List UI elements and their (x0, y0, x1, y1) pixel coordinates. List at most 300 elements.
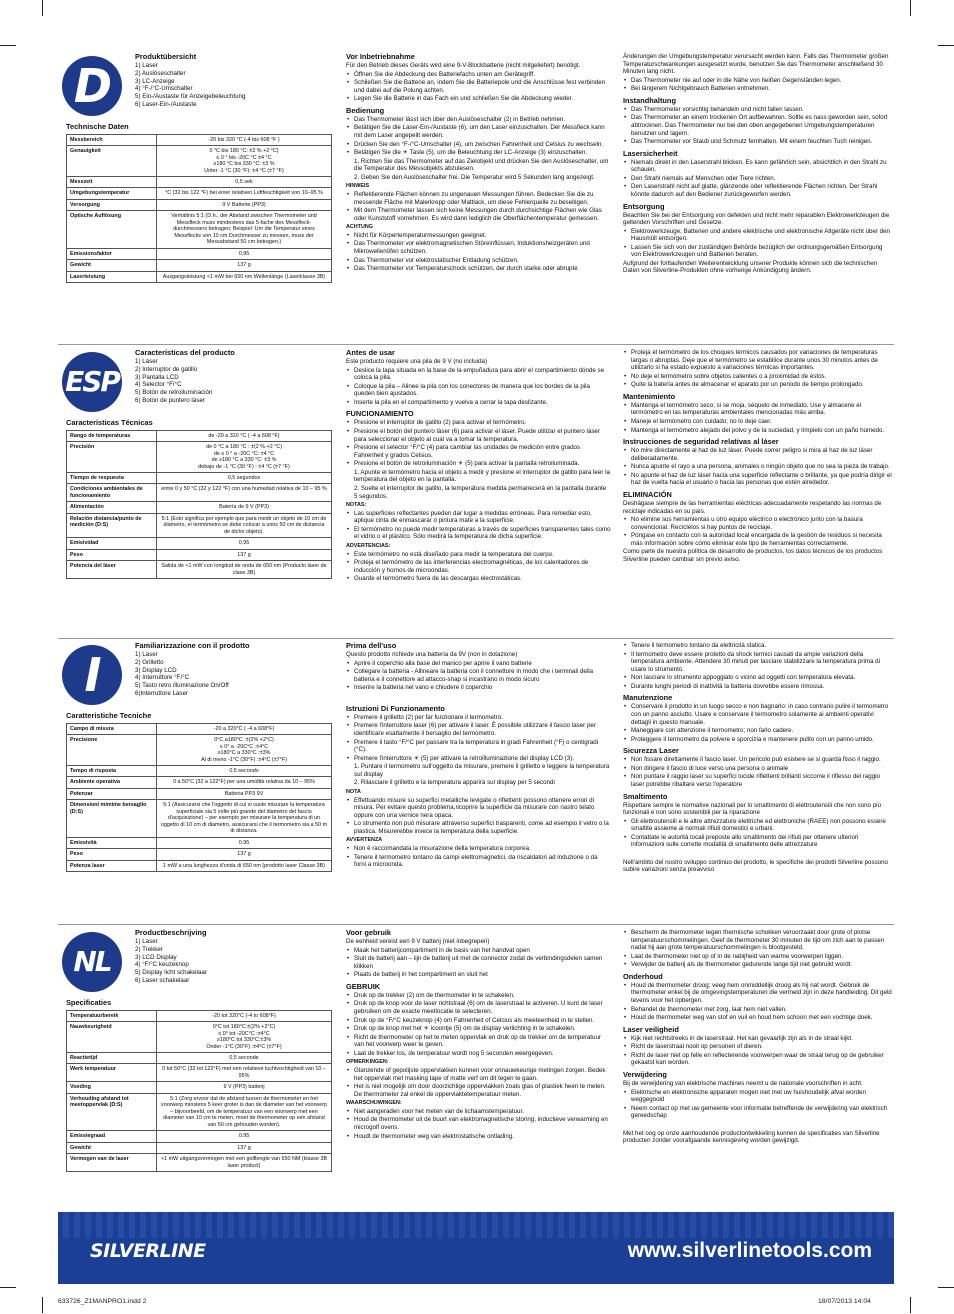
bullet-item: • No mire directamente al haz de luz láser. Puede correr peligro si mira al haz de luz láser deliberadamente. (623, 447, 893, 462)
spec-table (66, 134, 332, 284)
spec-row (67, 513, 332, 537)
spec-row (67, 837, 332, 848)
bullet-item: • Houd de thermometer weg van stof en vuil en houd hem schoon met een vochtige doek. (623, 1014, 893, 1022)
bullet-item: • Houd de thermometer uit de buurt van elektromagnetische storing, inductieve verwarming en microgolf ovens. (346, 1116, 611, 1131)
spec-value (157, 442, 332, 473)
spec-label: Reactietijd (67, 1052, 157, 1063)
spec-value-line: <1 mW uitgangsvermogen met een golflengte van 650 NM (klasse 3B laser product) (160, 1156, 328, 1169)
spec-value-line: 5:1 (Esto significa por ejemplo que para medir un objeto de 10 cm de diámetro, el termómetro se debe colocar a unos 50 cm de distancia de dicho objeto). (161, 515, 327, 535)
spec-value (157, 484, 332, 502)
spec-value (157, 1010, 332, 1021)
safety-column (623, 928, 893, 1146)
instructions-column (346, 641, 611, 870)
spec-label: Temperatuurbereik (67, 1010, 157, 1021)
spec-value-line: debajo de -1 °C (30 °F) : ±4 °C (±7 °F) (198, 463, 290, 470)
parts-list-item: 3) Display LCD (135, 666, 177, 674)
spec-table-title: Caratteristiche Tecniche (66, 710, 152, 720)
spec-value-line: ≤ 0 ° bis -20C °C ±4 °C (216, 154, 272, 161)
paragraph: Änderungen der Umgebungstemperatur verursacht werden kann. Falls das Thermometer großen Temperaturschwankungen ausgesetzt wurde, benutzen Sie das Thermometer anschließend 30 Minuten lang nicht. (623, 53, 889, 76)
spec-label: Ambiente operativa (67, 777, 157, 788)
spec-label: Emisividad (67, 538, 157, 549)
section-heading: Istruzioni Di Funzionamento (346, 703, 445, 713)
subheading: OPMERKINGEN: (346, 1059, 389, 1066)
parts-list-item: 2) Trekker (135, 945, 163, 953)
spec-label: Messzeit (67, 176, 157, 187)
section-heading: Instrucciones de seguridad relativas al láser (623, 437, 779, 447)
spec-label: Emissività (67, 837, 157, 848)
bullet-item: • Lo strumento non può misurare attraverso superfici trasparenti, come ad esempio il vetro o la plastica. Misurerebbe invece la temperatura della superficie. (346, 820, 611, 835)
bullet-item: • No deje el termómetro sobre objetos calientes o a proximidad de éstos. (623, 373, 893, 381)
spec-row (67, 1131, 332, 1142)
spec-label: Potencia del láser (67, 561, 157, 579)
spec-value (157, 1022, 332, 1053)
section-heading: Lasersicherheit (623, 148, 678, 158)
spec-label: Umgebungstemperatur (67, 188, 157, 199)
spec-value (157, 1064, 332, 1082)
bullet-item: • Glanzende of gepolijste oppervlakken kunnen voor onnauwkeurige metingen zorgen. Bedek het oppervlak met masking tape of matte verf om dit tegen te gaan. (346, 1067, 611, 1082)
spec-row (67, 549, 332, 560)
parts-list-item: 3) Pantalla LCD (135, 373, 179, 381)
spec-row (67, 788, 332, 799)
spec-row (67, 1093, 332, 1130)
safety-column (623, 641, 893, 875)
bullet-item: • Póngase en contacto con la autoridad local encargada de la gestión de residuos si necesita más información sobre cómo eliminar este tipo de herramientas correctamente. (623, 532, 893, 547)
spec-value-line: de -20 a 320 °C ( -4 a 608 °F) (208, 432, 280, 439)
spec-value-line: 0.5 secondo (229, 767, 259, 774)
file-slug: 633726_Z1MANPRO1.indd 2 (58, 1298, 147, 1305)
spec-row (67, 1010, 332, 1021)
spec-label: Gewicht (67, 1142, 157, 1153)
crop-mark (938, 1287, 954, 1288)
bullet-item: • Laat de trekker los, de temperatuur wordt nog 5 seconden weergegeven. (346, 1050, 611, 1058)
spec-label: Potenzar (67, 788, 157, 799)
spec-label: Precisione (67, 735, 157, 766)
bullet-item: • El termómetro no puede medir temperaturas a través de superficies transparentes tales como el vidrio o el plástico. Sólo medirá la temperatura de dicha superficie. (346, 526, 611, 541)
bullet-item: • Betätigen Sie die Laser-Ein-/Austaste (6), um den Laser einzuschalten. Der Messfleck kann mit dem Laser angepeilt werden. (346, 124, 611, 139)
subheading: WAARSCHUWINGEN: (346, 1100, 402, 1107)
spec-value (157, 1082, 332, 1093)
bullet-item: • Aprire il coperchio alla base del manico per aprire il vano batterie (346, 660, 611, 668)
spec-value-line: 0,95 (238, 540, 250, 547)
paragraph: Beachten Sie bei der Entsorgung von defekten und nicht mehr reparablen Elektrowerkzeugen die geltenden Vorschriften und Gesetze. (623, 211, 890, 227)
spec-value-line: 0,5 seconde (229, 1054, 259, 1061)
bullet-item: • Premere il grilletto (2) per far funzionare il termometro. (346, 714, 611, 722)
subheading: HINWEIS (346, 183, 370, 190)
crop-mark (0, 45, 16, 46)
section-heading: ELIMINACIÓN (623, 489, 672, 499)
spec-value (157, 1131, 332, 1142)
crop-mark (0, 1287, 16, 1288)
parts-list-item: 4) °F/°C keuzeknop (135, 961, 189, 969)
parts-list-item: 5) Ein-/Austaste für Anzeigebeleuchtung (135, 93, 246, 101)
bullet-item: • Contattate le autorità locali preposte allo smaltimento dei rifiuti per ottenere ulteriori informazioni sulle corrette modalità di smaltimento delle attrezzature (623, 834, 893, 849)
footer-banner (58, 1212, 894, 1284)
bullet-item: • Premere il tasto °F/°C per passare tra la temperatura in gradi Fahrenheit (°F) o centigradi (°C). (346, 739, 611, 754)
silverline-logo: SILVERLINE (90, 1240, 206, 1262)
parts-list (135, 62, 332, 109)
bullet-item: • Presione el botón de retroiluminación ☀ (5) para activar la pantalla retroiluminada. (346, 460, 611, 468)
spec-label: Werk temperatuur (67, 1064, 157, 1082)
spec-value-line: ≤ 0° a -20C°C :±4°C (219, 743, 269, 750)
bullet-item: • Schließen Sie die Batterie an, indem Sie die Batteriepole und die Anschlüsse fest verbinden und dabei auf die Polung achten. (346, 79, 611, 94)
spec-value-line: 0.95 (238, 839, 250, 846)
spec-value (157, 271, 332, 282)
overview-column (66, 348, 332, 579)
paragraph: Este producto requiere una pila de 9 V (no incluida) (346, 358, 488, 366)
spec-value (157, 211, 332, 248)
bullet-item: • Öffnen Sie die Abdeckung des Batteriefachs unten am Gerätegriff. (346, 71, 611, 79)
spec-label: Campo di misura (67, 723, 157, 734)
numbered-step: 1. Apunte el termómetro hacia el objeto a medir y presione el interruptor de gatillo para leer la temperatura del objeto en la pantalla. (354, 468, 610, 484)
parts-list-item: 6) Botón de puntero láser (135, 396, 205, 404)
spec-value (157, 735, 332, 766)
section-heading: Sicurezza Laser (623, 746, 679, 756)
spec-value-line: 9 V Batterie (PP3) (222, 201, 266, 208)
bullet-item: • Effettuando misure su superfici metalliche levigate o riflettenti possono ottenere errori di misura. Per evitare questo problema,ricoprire la superficie da misurare con nastro telato oppure con una vernice nera opaca. (346, 797, 611, 820)
bullet-item: • Premere l'interruttore ☀ (5) per attivare la retroilluminazione del display LCD (3). (346, 755, 611, 763)
spec-label: Condiciones ambientales de funcionamiento (67, 484, 157, 502)
spec-label: Emissionsfaktor (67, 248, 157, 259)
spec-value-line: de 0 °C a 180 °C : ±(2 % +2 °C) (205, 444, 283, 451)
spec-table (66, 430, 332, 580)
section-heading: GEBRUIK (346, 981, 381, 991)
product-overview (135, 928, 332, 985)
bullet-item: • Druk op de knop met het ☀ icoontje (5) om de display verlichting in te schakelen. (346, 1025, 611, 1033)
spec-value (157, 1052, 332, 1063)
parts-list-item: 1) Láser (135, 358, 158, 366)
spec-value (157, 260, 332, 271)
spec-value-line: 137 g (237, 1144, 251, 1151)
spec-value-line: °C (32 bis 122 °F) bei einer relativen Luftfeuchtigkeit von 10–95 % (165, 190, 323, 197)
paragraph: Deshágase siempre de las herramientas eléctricas adecuadamente respetando las normas de reciclaje indicadas en su país. (623, 499, 882, 515)
bullet-item: • No apunte el haz de luz láser hacia una superficie reflectante o brillante, ya que podría dirigir el haz de vuelta hacia el usuario o hacia las personas que estén alrededor. (623, 472, 893, 487)
spec-value-line: Batteria PP3 9V (224, 790, 264, 797)
spec-value-line: entre 0 y 50 °C (32 y 122 °F) con una humedad relativa de 10 – 95 % (161, 486, 327, 493)
spec-value-line: 137 g (237, 551, 251, 558)
spec-value-line: Salida de <1 mW con longitud de onda de 650 nm (Producto láser de clase 3B) (161, 563, 327, 576)
spec-label: Optische Auflösung (67, 211, 157, 248)
bullet-item: • Tenere il termometro lontano da elettricità statica. (623, 642, 893, 650)
bullet-item: • Richt de laser niet op felle en reflecterende voorwerpen waar de straal terug op de gebruiker gekaatst kan worden. (623, 1052, 893, 1067)
spec-value (157, 800, 332, 837)
bullet-item: • Collegare la batteria - Allineare la batteria con il connettore in modo che i terminali della batteria e il connettore ad attacco-snap si incastrano in modo sicuro (346, 668, 611, 683)
bullet-item: • Este termómetro no está diseñado para medir la temperatura del cuerpo. (346, 551, 611, 559)
bullet-item: • Non fissare direttamente il fascio laser. Un pericolo può esistere se si guarda fisso il raggio. (623, 756, 893, 764)
spec-value (157, 513, 332, 537)
spec-label: Versorgung (67, 199, 157, 210)
bullet-item: • Elektrowerkzeuge, Batterien und andere elektrische und elektronische Altgeräte nicht über den Hausmüll entsorgen. (623, 228, 893, 243)
parts-list (135, 358, 332, 405)
spec-label: Potenza laser (67, 860, 157, 871)
website-url[interactable]: www.silverlinetools.com (627, 1239, 872, 1262)
spec-value-line: ≥180°C tot 330°C:±3% (216, 1037, 272, 1044)
spec-row (67, 765, 332, 776)
bullet-item: • Non è raccomandata la misurazione della temperatura corporea. (346, 845, 611, 853)
section-dutch (58, 928, 894, 1208)
spec-label: Peso (67, 549, 157, 560)
bullet-item: • Non dirigere il fascio di luce verso una persona o animale (623, 765, 893, 773)
spec-row (67, 176, 332, 187)
spec-row (67, 860, 332, 871)
spec-value (157, 199, 332, 210)
bullet-item: • Las superficies reflectantes pueden dar lugar a medidas erróneas. Para remediar esto, aplique cinta de enmascarar o pintura mate a la superficie. (346, 510, 611, 525)
spec-table (66, 1010, 332, 1173)
numbered-step: 2. Suelte el interruptor de gatillo, la temperatura medida permanecerá en la pantalla durante 5 segundos. (354, 484, 607, 500)
parts-list-item: 6)Interruttore Laser (135, 689, 188, 697)
bullet-item: • Plaats de batterij in het compartiment en sluit het (346, 971, 611, 979)
section-heading: Prima dell'uso (346, 641, 397, 650)
parts-list-item: 6) Laser-Ein-/Austaste (135, 100, 197, 108)
numbered-step: 1. Richten Sie das Thermometer auf das Zielobjekt und drücken Sie den Auslöseschalter, um die Temperatur des Messobjekts abzulesen. (354, 157, 609, 173)
bullet-item: • Druk op de knop voor de laser richtstraal (6) om de laserstraal te activeren. U kunt de laser gebruiken om de exacte meetlocatie te selecteren. (346, 1000, 611, 1015)
parts-list-item: 6) Laser schakelaar (135, 976, 190, 984)
numbered-step: 2. Rilasciare il grilletto e la temperatura apparirà sul display per 5 secondi (354, 779, 555, 787)
section-heading: Laser veiligheid (623, 1024, 679, 1034)
spec-value (157, 248, 332, 259)
safety-column (623, 348, 893, 564)
spec-row (67, 188, 332, 199)
footer-stripe-pattern (58, 1212, 894, 1238)
section-spanish (58, 348, 894, 634)
spec-row (67, 538, 332, 549)
overview-title: Productbeschrijving (135, 928, 207, 937)
spec-value-line: 137 g (237, 262, 251, 269)
spec-label: Gewicht (67, 260, 157, 271)
spec-table-title: Technische Daten (66, 121, 129, 131)
spec-label: Tiempo de respuesta (67, 472, 157, 483)
paragraph: Bij de verwijdering van elektrische machines neemt u de nationale voorschriften in acht. (623, 1079, 863, 1087)
spec-row (67, 777, 332, 788)
bullet-item: • Kijk niet rechtstreeks in de laserstraal. Het kan gevaarlijk zijn als in de straal kijkt. (623, 1035, 893, 1043)
overview-column (66, 641, 332, 872)
subheading: ACHTUNG (346, 224, 373, 231)
spec-label: Nauwkeurigheid (67, 1022, 157, 1053)
spec-value (157, 1154, 332, 1172)
section-heading: Onderhoud (623, 971, 663, 981)
spec-row (67, 260, 332, 271)
bullet-item: • Durante lunghi periodi di inattività la batteria dovrebbe essere rimossa. (623, 683, 893, 691)
parts-list (135, 938, 332, 985)
bullet-item: • No elimine sus herramientas u otro equipo eléctrico o electrónico junto con la basura convencional. Recíclelos si hay puntos de reciclaje. (623, 516, 893, 531)
bullet-item: • Drücken Sie den °F-/°C-Umschalter (4), um zwischen Fahrenheit und Celsius zu wechseln. (346, 141, 611, 149)
bullet-item: • Maak het batterijcompartiment in de basis van het handvat open (346, 947, 611, 955)
bullet-item: • Das Thermometer an einem trockenen Ort aufbewahren. Sollte es nass geworden sein, sofort abtrocknen. Das Thermometer nur bei den oben angegebenen Umgebungstemperaturen benutzen und lagern. (623, 114, 893, 137)
spec-value-line: 137 g (237, 851, 251, 858)
section-heading: Antes de usar (346, 348, 395, 357)
instructions-column (346, 52, 611, 274)
bullet-item: • Houd de thermometer droog; veeg hem onmiddellijk droog als hij nat wordt. Gebruik de thermometer enkel bij de omgevingstemperaturen die vermeld zijn in deze handleiding. Dit geld tevens voor het opbergen. (623, 982, 893, 1005)
product-overview (135, 52, 332, 109)
spec-row (67, 800, 332, 837)
bullet-item: • Neem contact op met uw gemeente voor informatie betreffende de verwijdering van elektrisch gereedschap (623, 1105, 893, 1120)
parts-list-item: 1) Laser (135, 62, 158, 70)
bullet-item: • Gli elettroutensili e le altre attrezzature elettriche ed elettroniche (RAEE) non possono essere smaltite assieme ai normali rifiuti domestici e urbani. (623, 818, 893, 833)
spec-label: Laserleistung (67, 271, 157, 282)
bullet-item: • Das Thermometer vor elektromagnetischen Störeinflüssen, Induktionsheizgeräten und Mikrowellenöfen schützen. (346, 240, 611, 255)
spec-label: Voeding (67, 1082, 157, 1093)
section-heading: Vor Inbetriebnahme (346, 52, 415, 61)
bullet-item: • Bei längerem Nichtgebrauch Batterien entnehmen. (623, 85, 893, 93)
bullet-item: • Elektrische en elektronische apparaten mogen niet met uw huishoudelijk afval worden weggegooid (623, 1089, 893, 1104)
bullet-item: • Proteja el termómetro de los choques térmicos causados por variaciones de temperaturas largas o abruptas. Deje que el termómetro se estabilice durante unos 30 minutos antes de utilizarlo si ha estado expuesto a variaciones térmicas importantes. (623, 349, 893, 372)
section-heading: Voor gebruik (346, 928, 392, 937)
overview-column (66, 928, 332, 1172)
section-heading: Bedienung (346, 105, 385, 115)
bullet-item: • Maneggiare con attenzione il termometro; non farlo cadere. (623, 727, 893, 735)
overview-title: Características del producto (135, 348, 235, 357)
spec-value (157, 549, 332, 560)
bullet-item: • Het is niet mogelijk om door doorzichtige oppervlakken zoals glas of plastiek heen te meten. De thermometer zal enkel de oppervlaktetemperatuur meten. (346, 1083, 611, 1098)
subheading: ADVERTENCIAS: (346, 542, 391, 549)
spec-row (67, 1154, 332, 1172)
spec-value (157, 134, 332, 145)
crop-mark (910, 0, 911, 16)
bullet-item: • Niet aangeraden voor het meten van de lichaamstemperatuur. (346, 1108, 611, 1116)
spec-value-line: 9 V (PP3) batterij (223, 1084, 265, 1091)
spec-value-line: 0 tot 50°C (32 tot 122°F) met een relatieve luchtvochtigheid van 10 – 95% (162, 1066, 326, 1079)
spec-row (67, 472, 332, 483)
spec-value (157, 472, 332, 483)
spec-value-line: 0.95 (238, 1133, 250, 1140)
paragraph: Nell'ambito del nostro sviluppo continuo del prodotto, le specifiche dei prodotti Silverline possono subire variazioni senza preavviso (623, 858, 888, 874)
parts-list-item: 4) Selector °F/°C (135, 381, 182, 389)
spec-row (67, 561, 332, 579)
bullet-item: • Niemals direkt in den Laserstrahl blicken. Es kann gefährlich sein, absichtlich in den Strahl zu schauen. (623, 159, 893, 174)
paragraph: De eenheid vereist een 9 V batterij (niet inbegrepen) (346, 938, 490, 946)
product-overview (135, 641, 332, 698)
spec-label: Precisión (67, 442, 157, 473)
spec-table-title: Specificaties (66, 997, 112, 1007)
spec-row (67, 849, 332, 860)
spacer (623, 850, 893, 858)
spec-value (157, 849, 332, 860)
spec-value-line: 0,95 (238, 250, 250, 257)
bullet-item: • Das Thermometer vor Temperaturschock schützen, der durch starke oder abrupte (346, 265, 611, 273)
parts-list-item: 3) LC-Anzeige (135, 77, 175, 85)
bullet-item: • Mantenga el termómetro alejado del polvo y de la suciedad, y límpielo con un paño húmedo. (623, 427, 893, 435)
bullet-item: • Guarde el termómetro fuera de las descargas electrostáticas. (346, 575, 611, 583)
spec-row (67, 1064, 332, 1082)
spec-row (67, 502, 332, 513)
parts-list-item: 5) Display licht schakelaar (135, 969, 207, 977)
spec-row (67, 146, 332, 177)
spec-value (157, 788, 332, 799)
spec-value-line: Batería de 9 V (PP3) (219, 504, 269, 511)
parts-list-item: 5) Tasto retro illuminazione On/Off (135, 682, 229, 690)
bullet-item: • Den Laserstrahl nicht auf glatte, glänzende oder reflektierende Flächen richten. Der Strahl könnte dadurch auf den Bediener zurückgeworfen werden. (623, 183, 893, 198)
bullet-item: • Maneje el termómetro con cuidado; no lo deje caer. (623, 418, 893, 426)
spec-value (157, 561, 332, 579)
spec-row (67, 199, 332, 210)
section-divider (58, 638, 894, 639)
paragraph: Rispettare sempre le normative nazionali per lo smaltimento di elettroutensili che non sono più funzionali e non sono sostenibili per la riparazione (623, 801, 881, 817)
bullet-item: • Non puntare il raggio laser su superfici lucide riflettenti brillanti siccome il riflesso del raggio laser potrebbe ribaltare verso l'operatore (623, 773, 893, 788)
spec-row (67, 442, 332, 473)
spec-value-line: 0 a 50°C (32 a 122°F) per una umidità relativa da 10 – 95% (173, 779, 315, 786)
spec-value-line: -20 tot 320°C (-4 to 608°F) (212, 1012, 276, 1019)
spec-row (67, 484, 332, 502)
spec-value (157, 538, 332, 549)
instructions-column (346, 348, 611, 584)
crop-mark (910, 1297, 911, 1313)
instructions-column (346, 928, 611, 1141)
parts-list-item: 1) Laser (135, 938, 158, 946)
parts-list-item: 2) Auslöseschalter (135, 69, 186, 77)
spec-value (157, 837, 332, 848)
parts-list-item: 4) °F-/°C-Umschalter (135, 85, 193, 93)
spec-value-line: 0 °C bis 180 °C: ±2 % +2 °C) (209, 148, 279, 155)
section-heading: Smaltimento (623, 791, 668, 801)
spec-label: Relación distancia/punto de medición (D:S) (67, 513, 157, 537)
spec-value-line: 0,5 segundos (227, 474, 261, 481)
parts-list (135, 651, 332, 698)
bullet-item: • Mantenga el termómetro seco; si se moja, séquelo de inmediato. Use y almacene el termómetro en las temperaturas ambientales mencionadas más arriba. (623, 402, 893, 417)
bullet-item: • Reflektierende Flächen können zu ungenauen Messungen führen. Bedecken Sie die zu messende Fläche mit Malerkrepp oder Mattlack, um diese Fehlerquelle zu beseitigen. (346, 191, 611, 206)
numbered-step: 2. Geben Sie den Auslöseschalter frei. Die Temperatur wird 5 Sekunden lang angezeigt. (354, 173, 595, 181)
bullet-item: • Das Thermometer vor elektrostatischer Entladung schützen. (346, 257, 611, 265)
language-badge: I (62, 645, 122, 705)
spec-value (157, 188, 332, 199)
subheading: NOTA (346, 788, 361, 795)
crop-mark (938, 45, 954, 46)
bullet-item: • Mit dem Thermometer lassen sich keine Messungen durch durchsichtige Flächen wie Glas oder Kunststoff vornehmen. Es wird dann lediglich die Oberflächentemperatur gemessen. (346, 207, 611, 222)
parts-list-item: 4) Interruttore °F/°C (135, 674, 190, 682)
spec-value (157, 860, 332, 871)
spec-value (157, 430, 332, 441)
paragraph: Met het oog op onze aanhoudende productontwikkeling kunnen de specificaties van Silverline producten zonder voorafgaande kennisgeving worden gewijzigd. (623, 1129, 880, 1145)
spec-value-line: -20 a 320°C ( -4 a 608°F) (213, 725, 275, 732)
bullet-item: • Premere l'interruttore laser (6) per attivare il laser. È possibile utilizzare il fascio laser per identificare esattamente il bersaglio del termometro. (346, 722, 611, 737)
paragraph: Für den Betrieb dieses Geräts wird eine 9-V-Blockbatterie (nicht mitgeliefert) benötigt. (346, 62, 581, 70)
bullet-item: • Conservare il prodotto in un luogo secco e non bagnarlo: in caso contrario pulire il termometro con un panno asciutto. Usare e conservare il termometro solamente ai ambienti operativi dettagli in questo manuale. (623, 703, 893, 726)
spec-row (67, 430, 332, 441)
spec-value-line: ≥180 °C bis 330 °C: ±3 % (213, 161, 275, 168)
parts-list-item: 1) Laser (135, 651, 158, 659)
bullet-item: • Das Thermometer nie auf oder in die Nähe von heißen Gegenständen legen. (623, 77, 893, 85)
spec-label: Tempo di risposta (67, 765, 157, 776)
bullet-item: • Betätigen Sie die ☀ Taste (5), um die Beleuchtung der LC-Anzeige (3) einzuschalten. (346, 149, 611, 157)
bullet-item: • Den Strahl niemals auf Menschen oder Tiere richten. (623, 175, 893, 183)
spec-value-line: de ≥180 °C a 330 °C: ±3 % (211, 457, 277, 464)
spec-row (67, 271, 332, 282)
spec-label: Verhouding afstand tot meetoppervlak (D:S) (67, 1093, 157, 1130)
bullet-item: • Laat de thermometer niet op of in de nabijheid van warme voorwerpen liggen. (623, 953, 893, 961)
bullet-item: • Quite la batería antes de almacenar el aparato por un periodo de tiempo prolongado. (623, 381, 893, 389)
language-badge: NL (62, 932, 122, 992)
bullet-item: • Das Thermometer vorsichtig behandeln und nicht fallen lassen. (623, 106, 893, 114)
paragraph: Aufgrund der fortlaufenden Weiterentwicklung unserer Produkte können sich die technischen Daten von Silverline-Produkten ohne vorherige Ankündigung ändern. (623, 259, 878, 275)
bullet-item: • Presione el botón del puntero láser (6) para activar el láser. Puede utilizar el puntero láser para seleccionar el objeto al cual va a tomar la temperatura. (346, 428, 611, 443)
bullet-item: • Inserte la pila en el compartimento y vuelva a cerrar la tapa deslizante. (346, 399, 611, 407)
spec-value (157, 1142, 332, 1153)
spec-row (67, 248, 332, 259)
spec-value (157, 176, 332, 187)
crop-mark (42, 0, 43, 16)
bullet-item: • Coloque la pila – Alinee la pila con los conectores de manera que los bordes de la pila queden bien ajustados. (346, 383, 611, 398)
numbered-step: 1. Puntare il termometro sull'oggetto da misurare, premere il grilletto e leggere la temperatura sul display (354, 763, 610, 778)
bullet-item: • Richt de laserstraal nooit op personen of dieren. (623, 1043, 893, 1051)
product-overview (135, 348, 332, 405)
spec-value-line: 1 mW a una lunghezza d'onda di 650 nm (prodotto laser Classe 3B) (163, 862, 325, 869)
spec-row (67, 1142, 332, 1153)
parts-list-item: 5) Botón de retroiluminación (135, 389, 213, 397)
spec-row (67, 1082, 332, 1093)
bullet-item: • Behandel de thermometer met zorg, laat hem niet vallen. (623, 1006, 893, 1014)
spec-value (157, 777, 332, 788)
spec-row (67, 735, 332, 766)
bullet-item: • Bescherm de thermometer tegen thermische schokken veroorzaakt door grote of plotse temperatuurschommelingen. Geef de thermometer 30 minuten de tijd om zich aan te passen nadat hij aan grote temperatuurschommelingen is blootgesteld. (623, 929, 893, 952)
language-badge: ESP (62, 352, 122, 412)
